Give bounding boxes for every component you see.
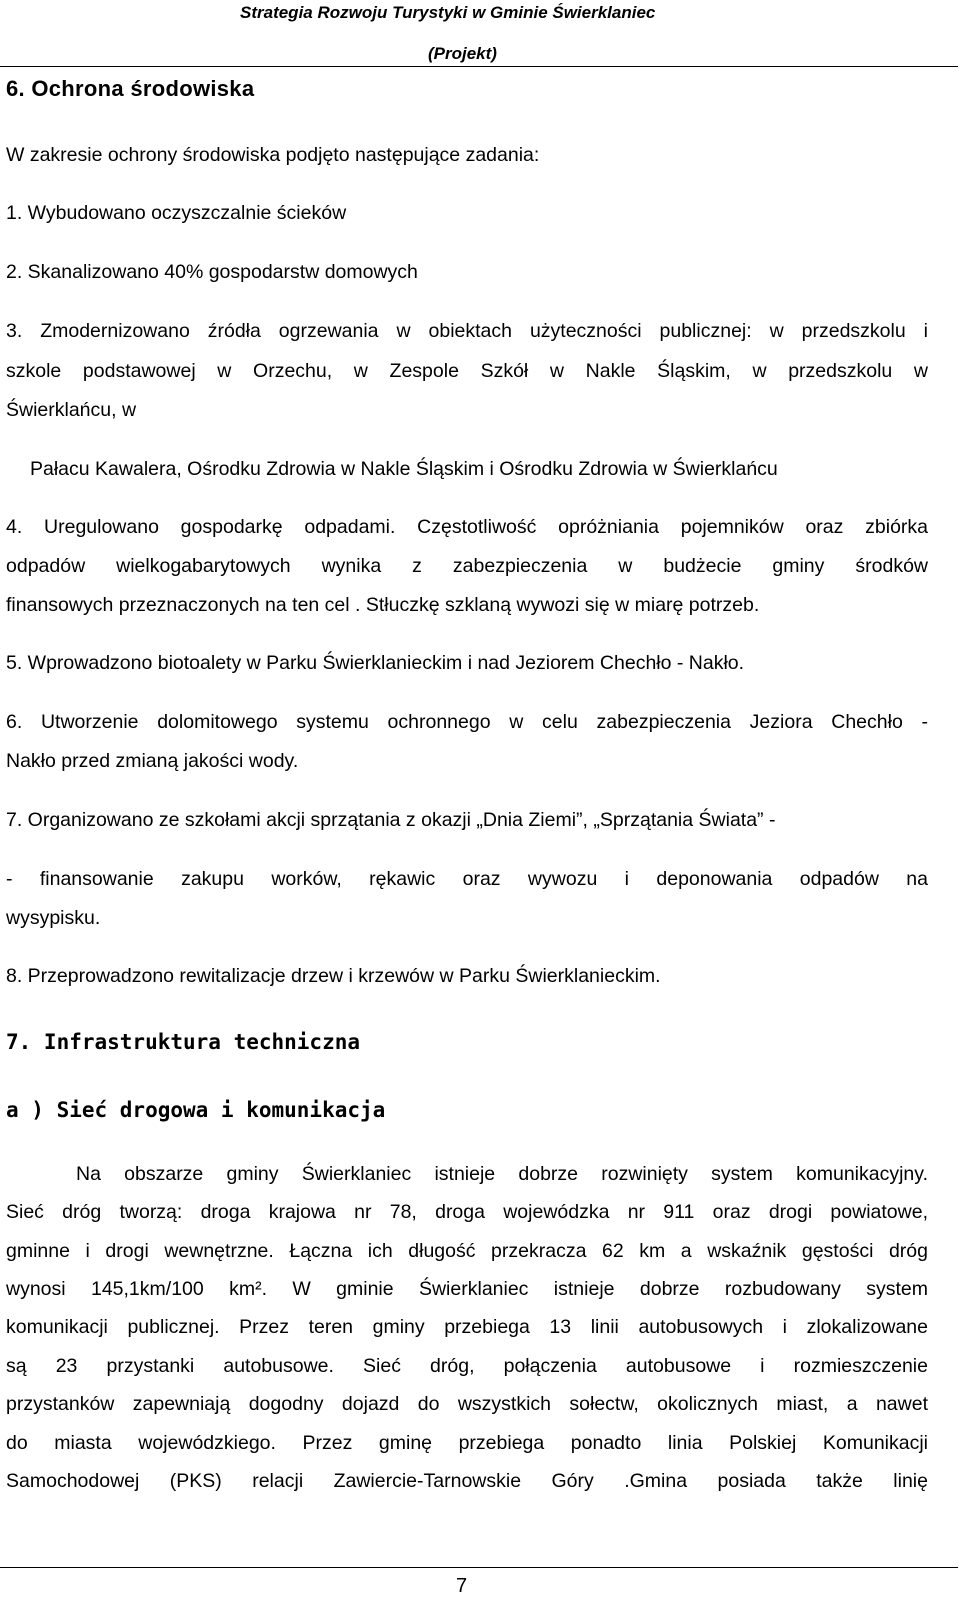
document-title: Strategia Rozwoju Turystyki w Gminie Świerklaniec [240,3,656,22]
document-subtitle: (Projekt) [428,44,497,63]
paragraph-line: Na obszarze gminy Świerklaniec istnieje dobrze rozwinięty system komunikacyjny. [76,1163,928,1185]
paragraph-line: gminne i drogi wewnętrzne. Łączna ich długość przekracza 62 km a wskaźnik gęstości dróg [6,1240,928,1262]
paragraph-line: Sieć dróg tworzą: droga krajowa nr 78, droga wojewódzka nr 911 oraz drogi powiatowe, [6,1201,928,1223]
section-heading: 7. Infrastruktura techniczna [6,1030,361,1054]
list-item: 5. Wprowadzono biotoalety w Parku Świerklanieckim i nad Jeziorem Chechło - Nakło. [6,652,745,674]
header-divider [0,66,958,67]
paragraph-line: wynosi 145,1km/100 km². W gminie Świerklaniec istnieje dobrze rozbudowany system [6,1278,928,1300]
paragraph-line: przystanków zapewniają dogodny dojazd do wszystkich sołectw, okolicznych miast, a nawet [6,1393,928,1415]
list-item: 2. Skanalizowano 40% gospodarstw domowych [6,261,418,283]
section-heading: 6. Ochrona środowiska [6,76,255,101]
list-item: 6. Utworzenie dolomitowego systemu ochronnego w celu zabezpieczenia Jeziora Chechło - [6,711,928,733]
list-item: 7. Organizowano ze szkołami akcji sprzątania z okazji „Dnia Ziemi”, „Sprzątania Świata” - [6,809,776,831]
sub-list-item-continuation: wysypisku. [6,907,101,929]
list-item-continuation: finansowych przeznaczonych na ten cel . Stłuczkę szklaną wywozi się w miarę potrzeb. [6,594,760,616]
subsection-heading: a ) Sieć drogowa i komunikacja [6,1098,386,1122]
list-item-continuation: Świerklańcu, w [6,399,137,421]
list-item-continuation: Nakło przed zmianą jakości wody. [6,750,299,772]
list-item: 3. Zmodernizowano źródła ogrzewania w obiektach użyteczności publicznej: w przedszkolu i [6,320,928,342]
paragraph-line: Samochodowej (PKS) relacji Zawiercie-Tarnowskie Góry .Gmina posiada także linię [6,1470,928,1492]
paragraph-line: są 23 przystanki autobusowe. Sieć dróg, połączenia autobusowe i rozmieszczenie [6,1355,928,1377]
page-number: 7 [456,1575,468,1597]
footer-divider [0,1567,958,1568]
paragraph-line: komunikacji publicznej. Przez teren gminy przebiega 13 linii autobusowych i zlokalizowane [6,1316,928,1338]
list-item: 4. Uregulowano gospodarkę odpadami. Częstotliwość opróżniania pojemników oraz zbiórka [6,516,928,538]
list-item: 1. Wybudowano oczyszczalnie ścieków [6,202,347,224]
paragraph-line: do miasta wojewódzkiego. Przez gminę przebiega ponadto linia Polskiej Komunikacji [6,1432,928,1454]
list-item: 8. Przeprowadzono rewitalizacje drzew i krzewów w Parku Świerklanieckim. [6,965,661,987]
sub-list-item: - finansowanie zakupu worków, rękawic oraz wywozu i deponowania odpadów na [6,868,928,890]
list-item-continuation: odpadów wielkogabarytowych wynika z zabezpieczenia w budżecie gminy środków [6,555,928,577]
list-item-continuation: szkole podstawowej w Orzechu, w Zespole Szkół w Nakle Śląskim, w przedszkolu w [6,360,928,382]
intro-text: W zakresie ochrony środowiska podjęto następujące zadania: [6,144,540,166]
list-item-continuation: Pałacu Kawalera, Ośrodku Zdrowia w Nakle Śląskim i Ośrodku Zdrowia w Świerklańcu [30,458,778,480]
